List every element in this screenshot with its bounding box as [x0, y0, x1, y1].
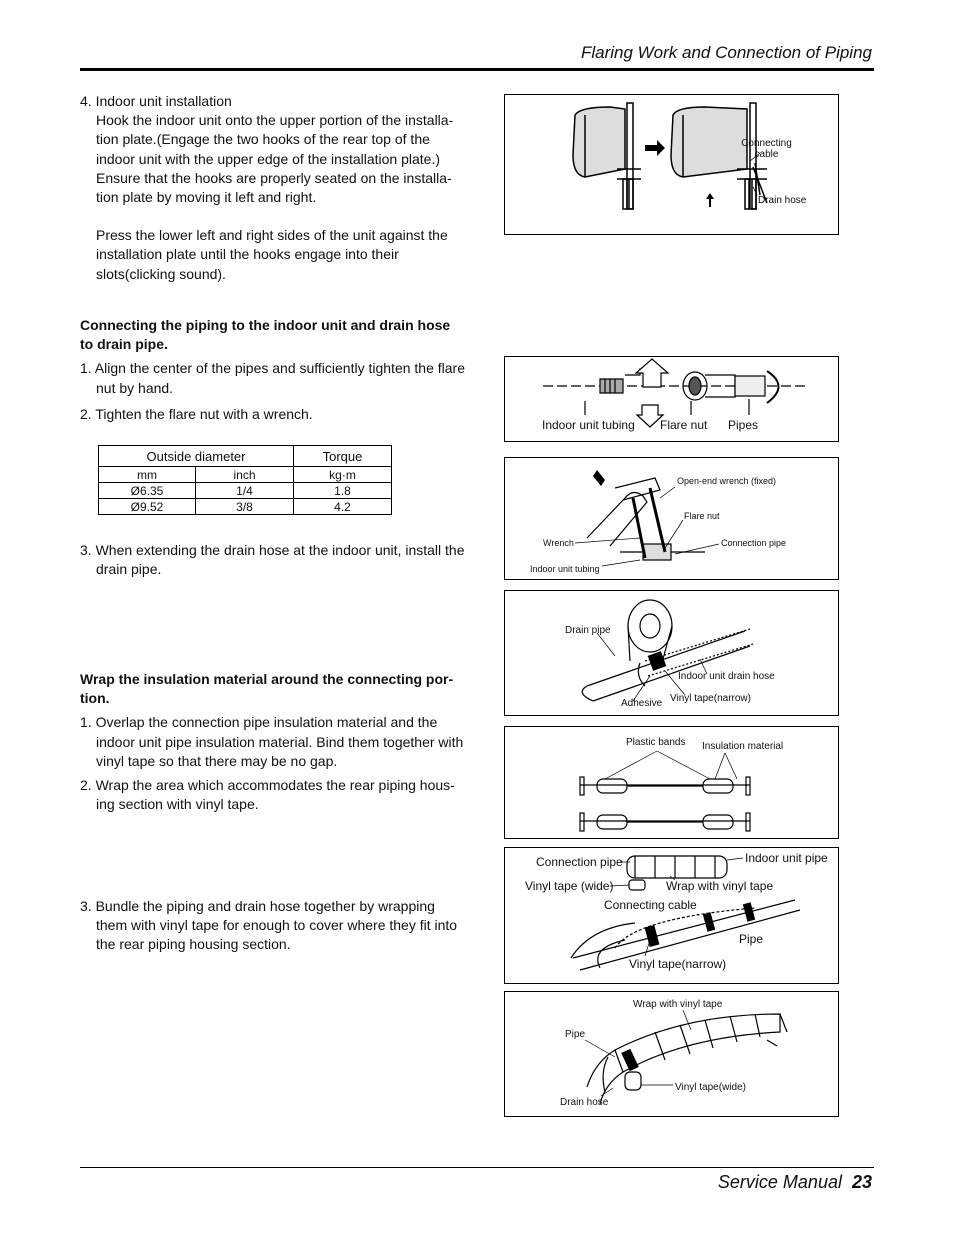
label-plastic-bands: Plastic bands	[626, 737, 686, 748]
table-header-outside-diameter: Outside diameter	[99, 446, 294, 467]
label-drain-hose-bundle: Drain hose	[560, 1097, 609, 1108]
label-adhesive: Adhesive	[621, 698, 663, 709]
section2-step3: 3. When extending the drain hose at the indoor unit, install the drain pipe.	[80, 542, 465, 578]
label-vinyl-tape-narrow-wrap: Vinyl tape(narrow)	[629, 957, 727, 971]
table-cell-inch: 1/4	[196, 483, 294, 499]
label-insulation-material: Insulation material	[702, 741, 784, 752]
illustration-wrench	[505, 458, 838, 579]
figure-pipe-alignment	[504, 356, 839, 442]
label-flare-nut: Flare nut	[660, 418, 708, 432]
figure-wrap-vinyl-tape	[504, 847, 839, 984]
section-connecting-piping	[80, 316, 465, 424]
section2-step3-block	[80, 541, 465, 579]
table-unit-mm: mm	[99, 467, 196, 483]
label-indoor-unit-tubing: Indoor unit tubing	[542, 418, 635, 432]
label-indoor-unit-pipe: Indoor unit pipe	[745, 851, 828, 865]
section1-para1: Hook the indoor unit onto the upper portion of the installa-tion plate.(Engage the two hooks of the rear top of the indoor unit with the upper edge of the installation plate.) Ensure that the hooks are properly seated on the installa-tion plate by moving it left and right.	[96, 112, 454, 206]
figure-bundle-piping	[504, 991, 839, 1117]
section2-step1: 1. Align the center of the pipes and sufficiently tighten the flare nut by hand.	[80, 360, 465, 396]
footer-manual-title: Service Manual	[717, 1172, 842, 1192]
label-vinyl-tape-narrow: Vinyl tape(narrow)	[670, 693, 751, 704]
header-rule	[80, 68, 874, 71]
label-vinyl-tape-wide: Vinyl tape (wide)	[525, 879, 614, 893]
page-footer	[718, 1172, 872, 1193]
figure-plastic-bands	[504, 726, 839, 839]
table-cell-torque: 4.2	[294, 499, 392, 515]
label-drain-hose: Drain hose	[758, 195, 807, 206]
label-connecting-cable-wrap: Connecting cable	[604, 898, 697, 912]
table-cell-mm: Ø9.52	[99, 499, 196, 515]
table-cell-torque: 1.8	[294, 483, 392, 499]
illustration-indoor-unit	[505, 95, 838, 234]
table-row	[99, 483, 392, 499]
section1-heading: 4. Indoor unit installation	[80, 93, 232, 109]
label-connection-pipe: Connection pipe	[721, 538, 787, 548]
table-unit-torque: kg·m	[294, 467, 392, 483]
table-row	[99, 499, 392, 515]
table-cell-inch: 3/8	[196, 499, 294, 515]
figure-wrench-tightening	[504, 457, 839, 580]
page-number: 23	[851, 1172, 872, 1192]
label-vinyl-tape-wide-bundle: Vinyl tape(wide)	[675, 1082, 746, 1093]
section3-step2: 2. Wrap the area which accommodates the rear piping hous-ing section with vinyl tape.	[80, 777, 455, 813]
label-open-end-wrench: Open-end wrench (fixed)	[677, 476, 777, 486]
section2-step2: 2. Tighten the flare nut with a wrench.	[80, 405, 313, 422]
label-connection-pipe-wrap: Connection pipe	[536, 855, 623, 869]
section2-heading: Connecting the piping to the indoor unit and drain hose to drain pipe.	[80, 317, 451, 353]
section3-step3-block	[80, 897, 465, 955]
label-pipe-bundle: Pipe	[565, 1029, 586, 1040]
table-unit-inch: inch	[196, 467, 294, 483]
section1-para2: Press the lower left and right sides of the unit against the installation plate until the hooks engage into their slots(clicking sound).	[96, 227, 448, 282]
figure-indoor-unit-hooking	[504, 94, 839, 235]
figure-drain-pipe	[504, 590, 839, 716]
footer-rule	[80, 1167, 874, 1168]
label-wrap-with-vinyl-tape: Wrap with vinyl tape	[666, 879, 774, 893]
label-indoor-unit-tubing-wrench: Indoor unit tubing	[530, 564, 600, 574]
label-pipe-wrap: Pipe	[739, 932, 764, 946]
section-wrap-insulation	[80, 670, 465, 814]
section3-step1: 1. Overlap the connection pipe insulation material and the indoor unit pipe insulation material. Bind them together with vinyl tape so that there may be no gap.	[80, 714, 464, 769]
label-wrap-with-vinyl-tape-bundle: Wrap with vinyl tape	[633, 999, 723, 1010]
section3-heading: Wrap the insulation material around the connecting por-tion.	[80, 671, 454, 707]
page-header-title: Flaring Work and Connection of Piping	[580, 43, 872, 62]
label-connecting-cable: Connecting cable	[741, 138, 792, 160]
label-flare-nut-wrench: Flare nut	[684, 511, 720, 521]
section-indoor-unit-installation	[80, 92, 465, 284]
table-cell-mm: Ø6.35	[99, 483, 196, 499]
label-pipes: Pipes	[728, 418, 759, 432]
torque-table	[98, 445, 392, 515]
label-drain-pipe: Drain pipe	[565, 625, 611, 636]
table-header-torque: Torque	[294, 446, 392, 467]
label-wrench: Wrench	[543, 538, 574, 548]
label-indoor-unit-drain-hose: Indoor unit drain hose	[678, 671, 775, 682]
section3-step3: 3. Bundle the piping and drain hose together by wrapping them with vinyl tape for enough to cover where they fit into the rear piping housing section.	[80, 898, 458, 953]
illustration-bundle	[505, 992, 838, 1116]
